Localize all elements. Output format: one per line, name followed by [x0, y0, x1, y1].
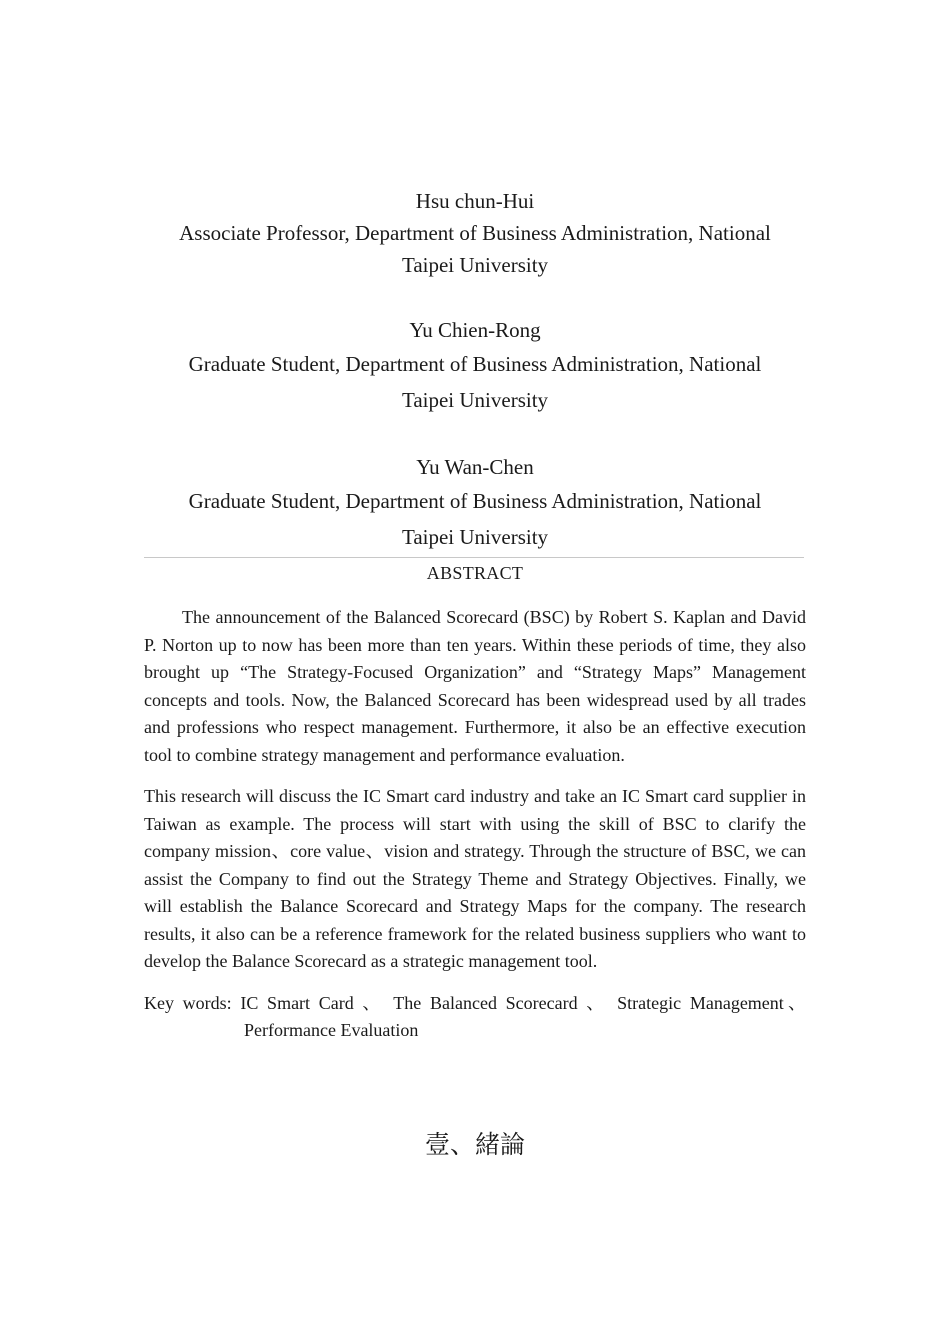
author-affiliation-line: Taipei University — [401, 253, 549, 277]
author-affiliation-line: Taipei University — [401, 525, 549, 549]
author-name: Yu Chien-Rong — [409, 318, 541, 342]
author-block — [144, 185, 806, 281]
author-affiliation-line: Graduate Student, Department of Business Administration, National — [188, 352, 762, 376]
keywords: Key words: IC Smart Card 、 The Balanced Scorecard 、 Strategic Management、Performance Evaluation — [144, 992, 806, 1040]
abstract-heading: ABSTRACT — [426, 563, 524, 583]
abstract-body — [144, 604, 806, 1059]
author-affiliation-line: Associate Professor, Department of Business Administration, National — [179, 221, 771, 245]
abstract-paragraph: The announcement of the Balanced Scorecard (BSC) by Robert S. Kaplan and David P. Norton up to now has been more than ten years. Within these periods of time, they also brought up “The Strategy-Focused Organization” and “Strategy Maps” Management concepts and tools. Now, the Balanced Scorecard has been widespread used by all trades and professions who respect management. Furthermore, it also be an effective execution tool to combine strategy management and performance evaluation. — [144, 607, 806, 765]
abstract-paragraph: This research will discuss the IC Smart card industry and take an IC Smart card supplier in Taiwan as example. The process will start with using the skill of BSC to clarify the company mission、core value、vision and strategy. Through the structure of BSC, we can assist the Company to find out the Strategy Theme and Strategy Objectives. Finally, we will establish the Balance Scorecard and Strategy Maps for the company. The research results, it also can be a reference framework for the related business suppliers who want to develop the Balance Scorecard as a strategic management tool. — [144, 786, 806, 971]
section-divider — [144, 557, 804, 558]
section-heading: 壹、緒論 — [424, 1130, 525, 1159]
author-block — [144, 314, 806, 418]
author-list — [144, 185, 806, 555]
author-affiliation-line: Taipei University — [401, 388, 549, 412]
author-block — [144, 451, 806, 555]
author-affiliation-line: Graduate Student, Department of Business Administration, National — [188, 489, 762, 513]
author-name: Hsu chun-Hui — [415, 189, 535, 213]
author-name: Yu Wan-Chen — [416, 455, 534, 479]
